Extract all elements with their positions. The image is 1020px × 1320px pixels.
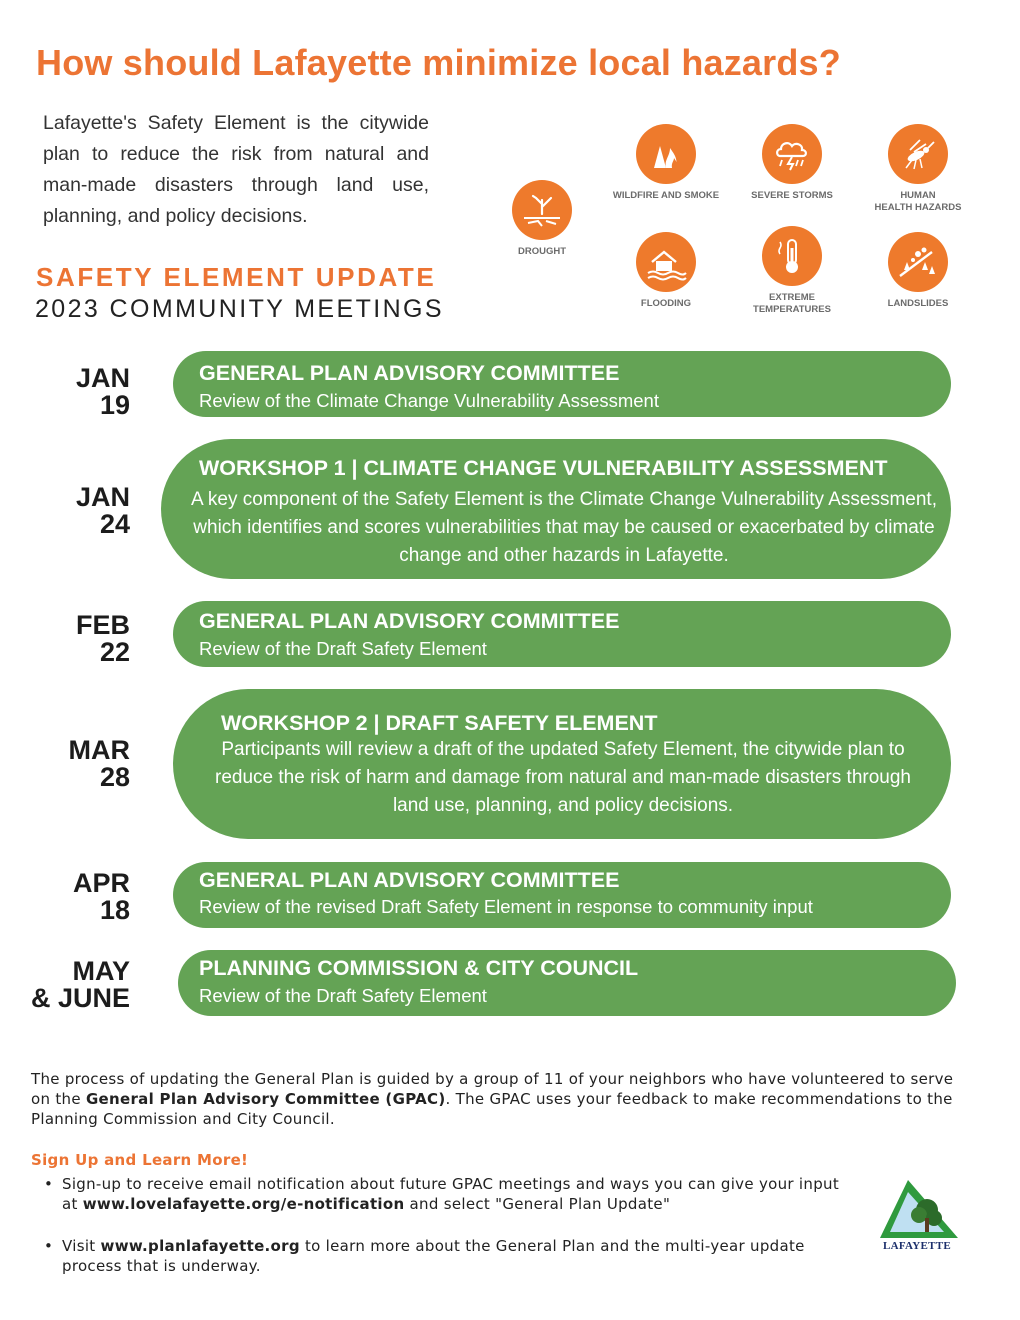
meeting-heading: WORKSHOP 2 | DRAFT SAFETY ELEMENT xyxy=(221,711,658,735)
meeting-date: MAY & JUNE xyxy=(30,956,130,1013)
page-title: How should Lafayette minimize local hazards? xyxy=(36,42,841,83)
thermometer-icon xyxy=(762,226,822,286)
meeting-pill xyxy=(173,601,951,667)
lovelafayette-link[interactable]: www.lovelafayette.org/e-notification xyxy=(82,1195,405,1213)
meeting-heading: PLANNING COMMISSION & CITY COUNCIL xyxy=(199,956,639,980)
hazard-wildfire: WILDFIRE AND SMOKE xyxy=(601,124,731,202)
list-item: • Sign-up to receive email notification about future GPAC meetings and ways you can give your input at www.lovelafayette.org/e-notification and select "General Plan Update" xyxy=(44,1174,844,1214)
signup-heading: Sign Up and Learn More! xyxy=(31,1151,249,1169)
meeting-heading: WORKSHOP 1 | CLIMATE CHANGE VULNERABILITY ASSESSMENT xyxy=(199,456,888,480)
lafayette-logo xyxy=(872,1176,962,1256)
meeting-date: APR 18 xyxy=(72,868,130,925)
meeting-date: JAN 19 xyxy=(75,363,130,420)
meeting-heading: GENERAL PLAN ADVISORY COMMITTEE xyxy=(199,361,620,385)
meeting-text: Review of the Climate Change Vulnerability Assessment xyxy=(199,390,659,411)
hazard-landslides: LANDSLIDES xyxy=(853,232,983,310)
meeting-text: A key component of the Safety Element is the Climate Change Vulnerability Assessment, which identifies and scores vulnerabilities that may be caused or exacerbated by climate change and other hazards in Lafayette. xyxy=(191,489,937,566)
meeting-text: Review of the Draft Safety Element xyxy=(199,985,487,1006)
meeting-text: Participants will review a draft of the updated Safety Element, the citywide plan to reduce the risk of harm and damage from natural and man-made disasters through land use, planning, and policy decisions. xyxy=(215,739,911,816)
logo-text: LAFAYETTE xyxy=(882,1240,952,1252)
meeting-date: FEB 22 xyxy=(76,610,130,667)
hazard-drought: DROUGHT xyxy=(477,180,607,258)
planlafayette-link[interactable]: www.planlafayette.org xyxy=(100,1237,300,1255)
drought-icon xyxy=(512,180,572,240)
tree-triangle-icon xyxy=(872,1176,962,1244)
meeting-text: Review of the Draft Safety Element xyxy=(199,638,487,659)
landslide-icon xyxy=(888,232,948,292)
meeting-date: MAR 28 xyxy=(68,735,130,792)
hazard-storms: SEVERE STORMS xyxy=(727,124,857,202)
gpac-paragraph: The process of updating the General Plan is guided by a group of 11 of your neighbors who have volunteered to serve on the General Plan Advisory Committee (GPAC). The GPAC uses your feedback to make recommendations to the Planning Commission and City Council. xyxy=(31,1070,954,1128)
meeting-pill xyxy=(178,950,956,1016)
meeting-date: JAN 24 xyxy=(75,482,130,539)
meeting-heading: GENERAL PLAN ADVISORY COMMITTEE xyxy=(199,868,620,892)
meeting-pill xyxy=(173,862,951,928)
hazard-extreme-temperatures: EXTREME TEMPERATURES xyxy=(727,226,857,316)
intro-paragraph: Lafayette's Safety Element is the citywide plan to reduce the risk from natural and man-made disasters through land use, planning, and policy decisions. xyxy=(43,112,429,227)
wildfire-icon xyxy=(636,124,696,184)
signup-list xyxy=(44,1174,844,1298)
hazard-flooding: FLOODING xyxy=(601,232,731,310)
hazard-icons xyxy=(500,110,990,325)
mosquito-icon xyxy=(888,124,948,184)
meeting-pill xyxy=(173,351,951,417)
meeting-text: Review of the revised Draft Safety Element in response to community input xyxy=(199,896,813,917)
hazard-human-health: HUMAN HEALTH HAZARDS xyxy=(853,124,983,214)
section-subtitle: 2023 COMMUNITY MEETINGS xyxy=(35,295,444,323)
section-title: SAFETY ELEMENT UPDATE xyxy=(36,262,437,292)
flood-icon xyxy=(636,232,696,292)
meeting-pill xyxy=(173,689,951,839)
storm-icon xyxy=(762,124,822,184)
meeting-heading: GENERAL PLAN ADVISORY COMMITTEE xyxy=(199,609,620,633)
list-item: • Visit www.planlafayette.org to learn more about the General Plan and the multi-year update process that is underway. xyxy=(44,1236,844,1276)
meeting-pill xyxy=(161,439,951,579)
